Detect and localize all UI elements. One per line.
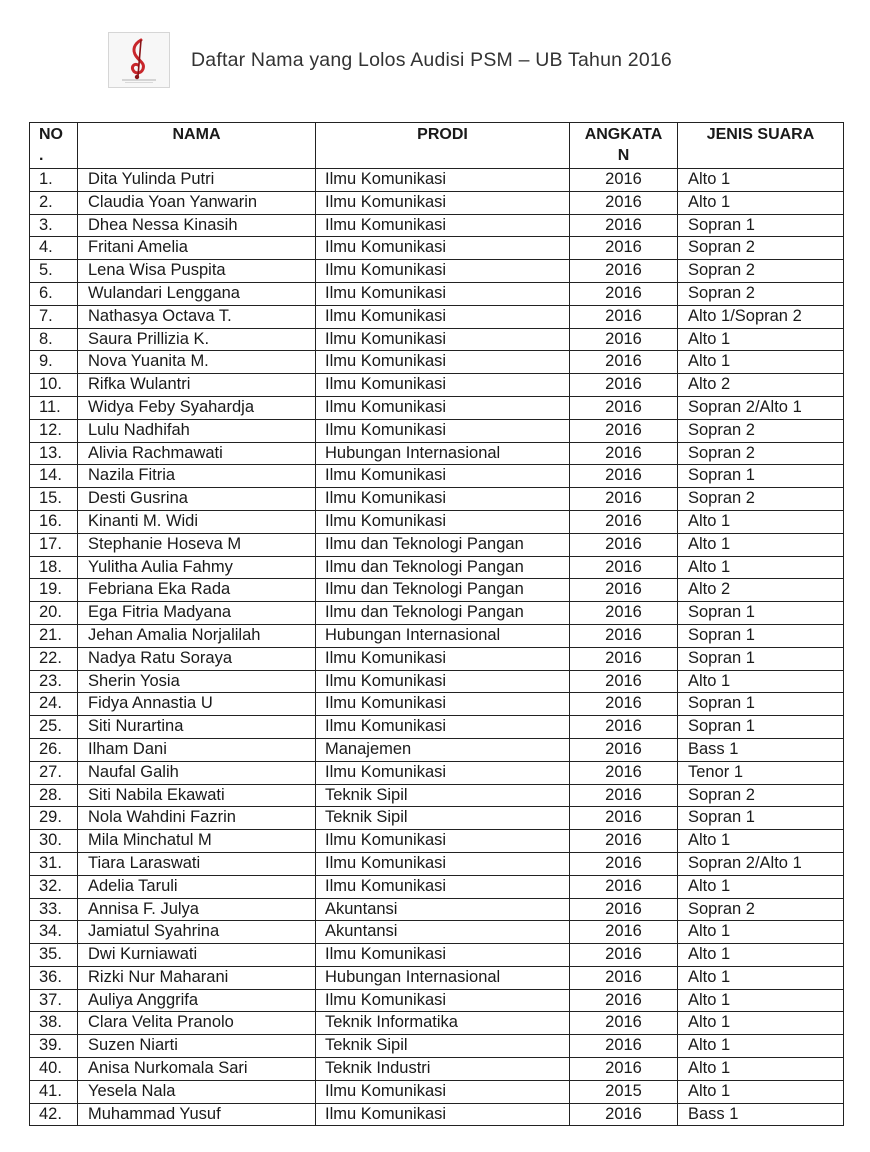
table-row: [30, 647, 844, 670]
cell-jenis-suara: Sopran 2: [678, 282, 844, 305]
column-header-angkatan: [570, 123, 678, 169]
cell-prodi: Ilmu Komunikasi: [316, 305, 570, 328]
table-row: [30, 419, 844, 442]
cell-prodi: Ilmu Komunikasi: [316, 716, 570, 739]
cell-no: 38.: [30, 1012, 78, 1035]
cell-angkatan: 2016: [570, 396, 678, 419]
cell-prodi: Ilmu Komunikasi: [316, 1103, 570, 1126]
cell-jenis-suara: Sopran 1: [678, 465, 844, 488]
table-row: [30, 738, 844, 761]
cell-nama: Desti Gusrina: [78, 488, 316, 511]
table-row: [30, 602, 844, 625]
cell-prodi: Ilmu Komunikasi: [316, 214, 570, 237]
table-row: [30, 351, 844, 374]
table-row: [30, 624, 844, 647]
cell-nama: Fidya Annastia U: [78, 693, 316, 716]
table-row: [30, 533, 844, 556]
cell-jenis-suara: Alto 1: [678, 1012, 844, 1035]
cell-prodi: Ilmu Komunikasi: [316, 282, 570, 305]
cell-jenis-suara: Sopran 1: [678, 716, 844, 739]
cell-angkatan: 2016: [570, 351, 678, 374]
cell-prodi: Ilmu dan Teknologi Pangan: [316, 602, 570, 625]
document-title: Daftar Nama yang Lolos Audisi PSM – UB Tahun 2016: [191, 48, 672, 71]
table-row: [30, 465, 844, 488]
cell-angkatan: 2016: [570, 716, 678, 739]
column-header-nama: NAMA: [78, 123, 316, 169]
cell-prodi: Ilmu Komunikasi: [316, 761, 570, 784]
cell-angkatan: 2016: [570, 465, 678, 488]
cell-prodi: Ilmu Komunikasi: [316, 328, 570, 351]
cell-jenis-suara: Sopran 2/Alto 1: [678, 852, 844, 875]
table-row: [30, 989, 844, 1012]
table-row: [30, 852, 844, 875]
cell-nama: Claudia Yoan Yanwarin: [78, 191, 316, 214]
cell-jenis-suara: Sopran 1: [678, 624, 844, 647]
cell-no: 26.: [30, 738, 78, 761]
cell-prodi: Manajemen: [316, 738, 570, 761]
cell-prodi: Hubungan Internasional: [316, 624, 570, 647]
cell-angkatan: 2016: [570, 488, 678, 511]
table-row: [30, 1080, 844, 1103]
cell-angkatan: 2016: [570, 237, 678, 260]
cell-jenis-suara: Alto 1: [678, 830, 844, 853]
cell-nama: Nola Wahdini Fazrin: [78, 807, 316, 830]
cell-no: 27.: [30, 761, 78, 784]
cell-nama: Annisa F. Julya: [78, 898, 316, 921]
cell-no: 24.: [30, 693, 78, 716]
cell-angkatan: 2016: [570, 693, 678, 716]
column-header-no: [30, 123, 78, 169]
cell-nama: Suzen Niarti: [78, 1035, 316, 1058]
cell-no: 17.: [30, 533, 78, 556]
cell-prodi: Ilmu Komunikasi: [316, 510, 570, 533]
cell-no: 14.: [30, 465, 78, 488]
table-row: [30, 169, 844, 192]
psm-logo: [108, 32, 170, 88]
cell-prodi: Ilmu Komunikasi: [316, 374, 570, 397]
cell-angkatan: 2016: [570, 169, 678, 192]
cell-jenis-suara: Sopran 1: [678, 214, 844, 237]
cell-jenis-suara: Alto 1: [678, 944, 844, 967]
cell-angkatan: 2016: [570, 921, 678, 944]
cell-nama: Alivia Rachmawati: [78, 442, 316, 465]
cell-angkatan: 2016: [570, 852, 678, 875]
table-row: [30, 921, 844, 944]
cell-no: 8.: [30, 328, 78, 351]
cell-no: 12.: [30, 419, 78, 442]
cell-prodi: Hubungan Internasional: [316, 966, 570, 989]
cell-angkatan: 2016: [570, 1058, 678, 1081]
cell-prodi: Ilmu Komunikasi: [316, 693, 570, 716]
cell-jenis-suara: Tenor 1: [678, 761, 844, 784]
cell-no: 41.: [30, 1080, 78, 1103]
cell-angkatan: 2016: [570, 328, 678, 351]
table-header-row: [30, 123, 844, 169]
cell-angkatan: 2016: [570, 830, 678, 853]
cell-angkatan: 2016: [570, 191, 678, 214]
cell-nama: Yesela Nala: [78, 1080, 316, 1103]
cell-angkatan: 2016: [570, 989, 678, 1012]
table-row: [30, 556, 844, 579]
cell-angkatan: 2016: [570, 624, 678, 647]
cell-angkatan: 2016: [570, 966, 678, 989]
cell-angkatan: 2016: [570, 579, 678, 602]
cell-jenis-suara: Alto 1: [678, 966, 844, 989]
cell-jenis-suara: Alto 1: [678, 989, 844, 1012]
cell-prodi: Ilmu Komunikasi: [316, 419, 570, 442]
cell-no: 2.: [30, 191, 78, 214]
cell-jenis-suara: Alto 1: [678, 875, 844, 898]
cell-nama: Kinanti M. Widi: [78, 510, 316, 533]
cell-no: 11.: [30, 396, 78, 419]
cell-nama: Wulandari Lenggana: [78, 282, 316, 305]
table-row: [30, 1103, 844, 1126]
cell-jenis-suara: Sopran 2: [678, 260, 844, 283]
cell-prodi: Teknik Sipil: [316, 784, 570, 807]
table-row: [30, 693, 844, 716]
cell-angkatan: 2016: [570, 898, 678, 921]
cell-nama: Nazila Fitria: [78, 465, 316, 488]
cell-nama: Stephanie Hoseva M: [78, 533, 316, 556]
cell-jenis-suara: Alto 1: [678, 351, 844, 374]
table-row: [30, 579, 844, 602]
cell-angkatan: 2016: [570, 556, 678, 579]
table-row: [30, 761, 844, 784]
cell-no: 19.: [30, 579, 78, 602]
table-row: [30, 305, 844, 328]
audition-results-table: [29, 122, 844, 1126]
cell-prodi: Ilmu Komunikasi: [316, 989, 570, 1012]
cell-prodi: Ilmu Komunikasi: [316, 647, 570, 670]
cell-angkatan: 2016: [570, 282, 678, 305]
cell-nama: Tiara Laraswati: [78, 852, 316, 875]
table-body: [30, 169, 844, 1126]
cell-angkatan: 2016: [570, 1035, 678, 1058]
table-row: [30, 966, 844, 989]
cell-prodi: Ilmu dan Teknologi Pangan: [316, 556, 570, 579]
cell-nama: Febriana Eka Rada: [78, 579, 316, 602]
table-row: [30, 875, 844, 898]
cell-no: 35.: [30, 944, 78, 967]
column-header-prodi: PRODI: [316, 123, 570, 169]
cell-no: 30.: [30, 830, 78, 853]
cell-no: 18.: [30, 556, 78, 579]
cell-jenis-suara: Alto 1: [678, 921, 844, 944]
cell-jenis-suara: Sopran 2: [678, 898, 844, 921]
cell-no: 32.: [30, 875, 78, 898]
cell-angkatan: 2016: [570, 784, 678, 807]
cell-jenis-suara: Sopran 2: [678, 488, 844, 511]
table-row: [30, 716, 844, 739]
table-row: [30, 1035, 844, 1058]
cell-no: 9.: [30, 351, 78, 374]
table-row: [30, 214, 844, 237]
cell-angkatan: 2016: [570, 442, 678, 465]
cell-angkatan: 2016: [570, 533, 678, 556]
cell-nama: Jehan Amalia Norjalilah: [78, 624, 316, 647]
cell-no: 31.: [30, 852, 78, 875]
cell-prodi: Ilmu Komunikasi: [316, 670, 570, 693]
cell-prodi: Teknik Informatika: [316, 1012, 570, 1035]
cell-nama: Siti Nurartina: [78, 716, 316, 739]
cell-prodi: Ilmu dan Teknologi Pangan: [316, 533, 570, 556]
cell-nama: Adelia Taruli: [78, 875, 316, 898]
cell-nama: Fritani Amelia: [78, 237, 316, 260]
cell-no: 13.: [30, 442, 78, 465]
header-no-label: NO .: [39, 126, 63, 164]
header-angkatan-label: ANGKATA N: [584, 126, 663, 164]
cell-jenis-suara: Bass 1: [678, 738, 844, 761]
cell-no: 42.: [30, 1103, 78, 1126]
cell-angkatan: 2016: [570, 1012, 678, 1035]
cell-nama: Rizki Nur Maharani: [78, 966, 316, 989]
cell-jenis-suara: Alto 2: [678, 374, 844, 397]
cell-prodi: Ilmu dan Teknologi Pangan: [316, 579, 570, 602]
table-row: [30, 807, 844, 830]
cell-angkatan: 2016: [570, 761, 678, 784]
table-row: [30, 488, 844, 511]
cell-no: 34.: [30, 921, 78, 944]
cell-angkatan: 2016: [570, 419, 678, 442]
table-row: [30, 784, 844, 807]
cell-jenis-suara: Alto 1: [678, 1058, 844, 1081]
cell-prodi: Ilmu Komunikasi: [316, 875, 570, 898]
cell-prodi: Ilmu Komunikasi: [316, 1080, 570, 1103]
cell-nama: Ilham Dani: [78, 738, 316, 761]
cell-jenis-suara: Bass 1: [678, 1103, 844, 1126]
cell-jenis-suara: Alto 1/Sopran 2: [678, 305, 844, 328]
table-row: [30, 442, 844, 465]
cell-angkatan: 2016: [570, 944, 678, 967]
cell-no: 5.: [30, 260, 78, 283]
cell-nama: Anisa Nurkomala Sari: [78, 1058, 316, 1081]
cell-angkatan: 2016: [570, 875, 678, 898]
cell-nama: Lena Wisa Puspita: [78, 260, 316, 283]
cell-no: 28.: [30, 784, 78, 807]
cell-no: 40.: [30, 1058, 78, 1081]
table-row: [30, 510, 844, 533]
cell-angkatan: 2016: [570, 807, 678, 830]
cell-jenis-suara: Alto 1: [678, 1080, 844, 1103]
cell-nama: Clara Velita Pranolo: [78, 1012, 316, 1035]
cell-no: 36.: [30, 966, 78, 989]
cell-angkatan: 2016: [570, 214, 678, 237]
cell-prodi: Ilmu Komunikasi: [316, 191, 570, 214]
cell-jenis-suara: Alto 1: [678, 1035, 844, 1058]
cell-no: 33.: [30, 898, 78, 921]
cell-prodi: Akuntansi: [316, 898, 570, 921]
table-row: [30, 1012, 844, 1035]
cell-jenis-suara: Sopran 1: [678, 647, 844, 670]
cell-prodi: Ilmu Komunikasi: [316, 852, 570, 875]
cell-jenis-suara: Alto 1: [678, 169, 844, 192]
cell-prodi: Ilmu Komunikasi: [316, 944, 570, 967]
cell-nama: Dwi Kurniawati: [78, 944, 316, 967]
cell-jenis-suara: Alto 2: [678, 579, 844, 602]
cell-prodi: Ilmu Komunikasi: [316, 465, 570, 488]
cell-no: 10.: [30, 374, 78, 397]
table-row: [30, 944, 844, 967]
cell-nama: Dhea Nessa Kinasih: [78, 214, 316, 237]
cell-no: 15.: [30, 488, 78, 511]
cell-no: 25.: [30, 716, 78, 739]
cell-angkatan: 2016: [570, 670, 678, 693]
cell-no: 22.: [30, 647, 78, 670]
cell-jenis-suara: Alto 1: [678, 670, 844, 693]
cell-nama: Widya Feby Syahardja: [78, 396, 316, 419]
cell-nama: Auliya Anggrifa: [78, 989, 316, 1012]
cell-nama: Nathasya Octava T.: [78, 305, 316, 328]
cell-prodi: Akuntansi: [316, 921, 570, 944]
table-row: [30, 898, 844, 921]
cell-jenis-suara: Sopran 1: [678, 807, 844, 830]
cell-nama: Sherin Yosia: [78, 670, 316, 693]
treble-clef-icon: [114, 36, 164, 84]
cell-angkatan: 2016: [570, 510, 678, 533]
cell-nama: Nova Yuanita M.: [78, 351, 316, 374]
cell-jenis-suara: Sopran 2/Alto 1: [678, 396, 844, 419]
cell-jenis-suara: Sopran 1: [678, 693, 844, 716]
cell-no: 3.: [30, 214, 78, 237]
table-row: [30, 282, 844, 305]
cell-angkatan: 2016: [570, 374, 678, 397]
cell-no: 39.: [30, 1035, 78, 1058]
cell-jenis-suara: Sopran 1: [678, 602, 844, 625]
cell-no: 7.: [30, 305, 78, 328]
cell-no: 29.: [30, 807, 78, 830]
cell-angkatan: 2016: [570, 305, 678, 328]
cell-angkatan: 2016: [570, 647, 678, 670]
cell-angkatan: 2016: [570, 602, 678, 625]
cell-nama: Muhammad Yusuf: [78, 1103, 316, 1126]
cell-no: 23.: [30, 670, 78, 693]
cell-no: 37.: [30, 989, 78, 1012]
cell-nama: Jamiatul Syahrina: [78, 921, 316, 944]
cell-nama: Dita Yulinda Putri: [78, 169, 316, 192]
cell-prodi: Ilmu Komunikasi: [316, 237, 570, 260]
cell-jenis-suara: Sopran 2: [678, 784, 844, 807]
cell-prodi: Ilmu Komunikasi: [316, 169, 570, 192]
cell-angkatan: 2016: [570, 260, 678, 283]
cell-prodi: Ilmu Komunikasi: [316, 830, 570, 853]
cell-angkatan: 2016: [570, 738, 678, 761]
cell-prodi: Teknik Sipil: [316, 1035, 570, 1058]
cell-jenis-suara: Alto 1: [678, 533, 844, 556]
cell-prodi: Ilmu Komunikasi: [316, 488, 570, 511]
cell-no: 4.: [30, 237, 78, 260]
cell-no: 20.: [30, 602, 78, 625]
cell-nama: Mila Minchatul M: [78, 830, 316, 853]
cell-prodi: Teknik Industri: [316, 1058, 570, 1081]
cell-jenis-suara: Sopran 2: [678, 442, 844, 465]
cell-angkatan: 2015: [570, 1080, 678, 1103]
cell-nama: Naufal Galih: [78, 761, 316, 784]
cell-prodi: Ilmu Komunikasi: [316, 351, 570, 374]
cell-nama: Saura Prillizia K.: [78, 328, 316, 351]
cell-prodi: Ilmu Komunikasi: [316, 396, 570, 419]
table-row: [30, 1058, 844, 1081]
cell-prodi: Ilmu Komunikasi: [316, 260, 570, 283]
cell-nama: Ega Fitria Madyana: [78, 602, 316, 625]
table-row: [30, 374, 844, 397]
table-row: [30, 328, 844, 351]
table-row: [30, 670, 844, 693]
cell-jenis-suara: Alto 1: [678, 191, 844, 214]
cell-nama: Nadya Ratu Soraya: [78, 647, 316, 670]
cell-nama: Yulitha Aulia Fahmy: [78, 556, 316, 579]
table-row: [30, 830, 844, 853]
document-header: [108, 30, 672, 90]
cell-no: 21.: [30, 624, 78, 647]
cell-no: 16.: [30, 510, 78, 533]
table-row: [30, 237, 844, 260]
cell-no: 1.: [30, 169, 78, 192]
cell-jenis-suara: Sopran 2: [678, 237, 844, 260]
cell-prodi: Hubungan Internasional: [316, 442, 570, 465]
table-row: [30, 260, 844, 283]
cell-jenis-suara: Alto 1: [678, 556, 844, 579]
table-row: [30, 396, 844, 419]
cell-no: 6.: [30, 282, 78, 305]
cell-nama: Rifka Wulantri: [78, 374, 316, 397]
table-row: [30, 191, 844, 214]
cell-nama: Lulu Nadhifah: [78, 419, 316, 442]
cell-jenis-suara: Sopran 2: [678, 419, 844, 442]
cell-angkatan: 2016: [570, 1103, 678, 1126]
cell-jenis-suara: Alto 1: [678, 328, 844, 351]
cell-prodi: Teknik Sipil: [316, 807, 570, 830]
cell-nama: Siti Nabila Ekawati: [78, 784, 316, 807]
cell-jenis-suara: Alto 1: [678, 510, 844, 533]
column-header-jenis-suara: JENIS SUARA: [678, 123, 844, 169]
